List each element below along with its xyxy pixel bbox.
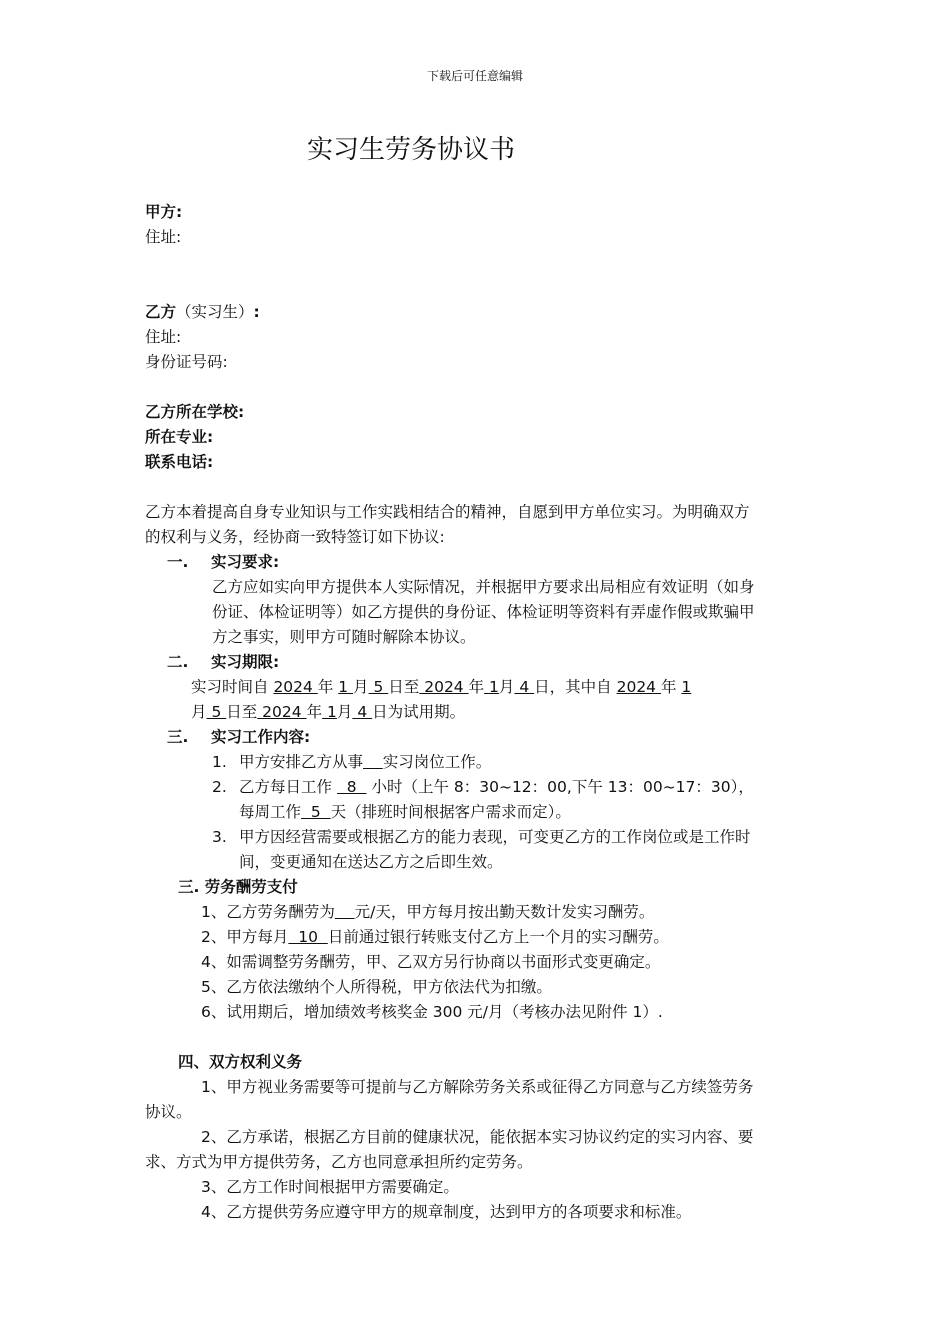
text: 元/天，甲方每月按出勤天数计发实习酬劳。 xyxy=(354,903,655,921)
start-month: 1 xyxy=(338,678,354,696)
party-b-address: 住址: xyxy=(145,328,182,346)
party-b-label xyxy=(145,300,810,325)
job-position-blank xyxy=(363,753,383,771)
text: 年 xyxy=(306,703,323,721)
text: 月 xyxy=(336,703,353,721)
text: 日前通过银行转账支付乙方上一个月的实习酬劳。 xyxy=(327,928,669,946)
work-item-3-line-1 xyxy=(145,825,810,850)
section-1-line-2: 份证、体检证明等）如乙方提供的身份证、体检证明等资料有弄虚作假或欺骗甲 xyxy=(212,603,755,621)
section-3-number: 三. xyxy=(167,728,189,746)
trial-start-year: 2024 xyxy=(616,678,661,696)
text: 每周工作 xyxy=(239,803,302,821)
rights-item-1-line-2: 协议。 xyxy=(145,1103,192,1121)
text: 甲方因经营需要或根据乙方的能力表现，可变更乙方的工作岗位或是工作时 xyxy=(239,828,751,846)
trial-end-month: 1 xyxy=(322,703,337,721)
trial-start-day: 5 xyxy=(206,703,227,721)
intro-line-1: 乙方本着提高自身专业知识与工作实践相结合的精神，自愿到甲方单位实习。为明确双方 xyxy=(145,503,750,521)
text: 日，其中自 xyxy=(534,678,617,696)
party-b-major: 所在专业: xyxy=(145,428,214,446)
party-b-school: 乙方所在学校: xyxy=(145,403,245,421)
end-day: 4 xyxy=(514,678,535,696)
work-item-3-number: 3. xyxy=(212,828,227,846)
work-item-2-line-1 xyxy=(145,775,810,800)
rights-item-3: 3、乙方工作时间根据甲方需要确定。 xyxy=(201,1178,459,1196)
text: 小时（上午 8：30~12：00,下午 13：00~17：30）， xyxy=(366,778,754,796)
pay-item-4: 4、如需调整劳务酬劳，甲、乙双方另行协商以书面形式变更确定。 xyxy=(201,953,661,971)
trial-end-day: 4 xyxy=(352,703,373,721)
party-b-label-suffix: （实习生） xyxy=(176,303,254,321)
text: 天（排班时间根据客户需求而定）。 xyxy=(330,803,571,821)
text: 实习时间自 xyxy=(191,678,274,696)
text: 日至 xyxy=(388,678,420,696)
text: 间，变更通知在送达乙方之后即生效。 xyxy=(239,853,503,871)
daily-pay-blank xyxy=(335,903,355,921)
party-a-label: 甲方: xyxy=(145,203,183,221)
work-item-2-line-2 xyxy=(145,800,810,825)
end-year: 2024 xyxy=(419,678,469,696)
pay-day: 10 xyxy=(288,928,328,946)
text: 月 xyxy=(498,678,515,696)
work-item-1-number: 1. xyxy=(212,753,227,771)
pay-heading: 三. 劳务酬劳支付 xyxy=(178,878,298,896)
party-b-id-number: 身份证号码: xyxy=(145,353,228,371)
document-body xyxy=(145,200,810,1225)
text: 月 xyxy=(191,703,207,721)
section-1-title: 实习要求: xyxy=(211,553,280,571)
rights-item-2-line-1: 2、乙方承诺，根据乙方目前的健康状况，能依据本实习协议约定的实习内容、要 xyxy=(201,1128,754,1146)
text: 日至 xyxy=(226,703,258,721)
rights-item-4: 4、乙方提供劳务应遵守甲方的规章制度，达到甲方的各项要求和标准。 xyxy=(201,1203,692,1221)
section-1-number: 一. xyxy=(167,553,189,571)
text: 实习岗位工作。 xyxy=(382,753,492,771)
work-item-2-number: 2. xyxy=(212,778,227,796)
text: 年 xyxy=(660,678,682,696)
section-1-line-3: 方之事实，则甲方可随时解除本协议。 xyxy=(212,628,476,646)
text: 年 xyxy=(317,678,339,696)
section-2-heading xyxy=(145,650,810,675)
weekly-days: 5 xyxy=(301,803,331,821)
rights-heading: 四、双方权利义务 xyxy=(178,1053,303,1071)
text: 1、乙方劳务酬劳为 xyxy=(201,903,335,921)
text: 2、甲方每月 xyxy=(201,928,289,946)
section-2-number: 二. xyxy=(167,653,189,671)
section-1-line-1: 乙方应如实向甲方提供本人实际情况，并根据甲方要求出局相应有效证明（如身 xyxy=(212,578,755,596)
end-month: 1 xyxy=(484,678,499,696)
start-year: 2024 xyxy=(273,678,318,696)
section-3-heading xyxy=(145,725,810,750)
document-title: 实习生劳务协议书 xyxy=(307,135,516,165)
work-item-3-line-2 xyxy=(145,850,810,875)
text: 日为试用期。 xyxy=(372,703,466,721)
text: 甲方安排乙方从事 xyxy=(239,753,364,771)
start-day: 5 xyxy=(368,678,389,696)
pay-item-2 xyxy=(145,925,810,950)
rights-item-2-line-2: 求、方式为甲方提供劳务，乙方也同意承担所约定劳务。 xyxy=(145,1153,533,1171)
trial-start-month: 1 xyxy=(681,678,692,696)
rights-item-1-line-1: 1、甲方视业务需要等可提前与乙方解除劳务关系或征得乙方同意与乙方续签劳务 xyxy=(201,1078,754,1096)
pay-item-1 xyxy=(145,900,810,925)
work-item-1 xyxy=(145,750,810,775)
pay-item-6: 6、试用期后，增加绩效考核奖金 300 元/月（考核办法见附件 1）. xyxy=(201,1003,663,1021)
section-1-heading xyxy=(145,550,810,575)
pay-item-5: 5、乙方依法缴纳个人所得税，甲方依法代为扣缴。 xyxy=(201,978,552,996)
party-b-phone: 联系电话: xyxy=(145,453,214,471)
text: 年 xyxy=(468,678,485,696)
intro-line-2: 的权利与义务，经协商一致特签订如下协议: xyxy=(145,528,445,546)
trial-end-year: 2024 xyxy=(257,703,307,721)
section-2-title: 实习期限: xyxy=(211,653,280,671)
header-note: 下载后可任意编辑 xyxy=(426,69,523,83)
daily-hours: 8 xyxy=(336,778,367,796)
text: 乙方每日工作 xyxy=(239,778,337,796)
party-b-label-bold: 乙方 xyxy=(145,303,177,321)
internship-period-line-1 xyxy=(145,675,810,700)
party-a-address: 住址: xyxy=(145,228,182,246)
internship-period-line-2 xyxy=(145,700,810,725)
party-b-label-colon: : xyxy=(253,303,260,321)
section-3-title: 实习工作内容: xyxy=(211,728,311,746)
text: 月 xyxy=(353,678,369,696)
